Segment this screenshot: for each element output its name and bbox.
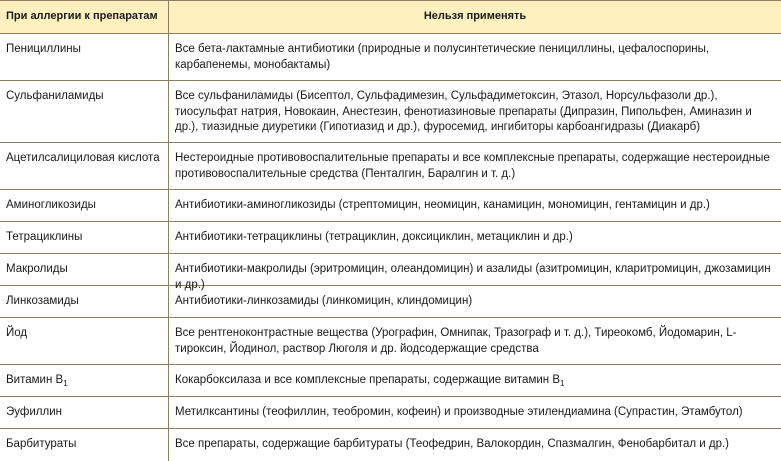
- table-row: [0, 397, 781, 429]
- drug-class: Йод: [0, 318, 169, 364]
- drug-class: Эуфиллин: [0, 397, 169, 428]
- contraindicated: Все сульфаниламиды (Бисептол, Сульфадимезин, Сульфадиметоксин, Этазол, Норсульфазоли др.), тиосульфат натрия, Новокаин, Анестезин, фенотиазиновые препараты (Дипразин, Пипольфен, Аминазин и др.), тиазидные диуретики (Гипотиазид и др.), фуросемид, ингибиторы карбоангидразы (Диакарб): [175, 90, 752, 133]
- table-row: [0, 318, 781, 365]
- table-header: [0, 1, 781, 34]
- contraindicated-text: Кокарбоксилаза и все комплексные препараты, содержащие витамин B: [175, 374, 560, 386]
- drug-class: Ацетилсалициловая кислота: [0, 143, 169, 189]
- drug-class: Сульфаниламиды: [0, 81, 169, 142]
- contraindicated: [169, 365, 781, 392]
- contraindicated: Антибиотики-линкозамиды (линкомицин, клиндомицин): [175, 295, 473, 307]
- subscript: 1: [63, 379, 68, 388]
- drug-class: [0, 365, 169, 396]
- header-allergy: При аллергии к препаратам: [0, 1, 169, 33]
- contraindicated: Нестероидные противовоспалительные препараты и все комплексные препараты, содержащие нестероидные противовоспалительные средства (Пенталгин, Баралгин и т. д.): [175, 152, 770, 180]
- table-row: [0, 81, 781, 143]
- table-row: [0, 286, 781, 318]
- drug-class: Тетрациклины: [0, 222, 169, 253]
- table-row: [0, 429, 781, 461]
- contraindicated: Метилксантины (теофиллин, теобромин, кофеин) и производные этилендиамина (Супрастин, Этамбутол): [175, 406, 743, 418]
- table-row: [0, 34, 781, 81]
- drug-class: Барбитураты: [0, 429, 169, 461]
- contraindicated: Антибиотики-аминогликозиды (стрептомицин, неомицин, канамицин, мономицин, гентамицин и др.): [175, 199, 710, 211]
- contraindicated: Антибиотики-тетрациклины (тетрациклин, доксициклин, метациклин и др.): [175, 231, 573, 243]
- table-row: [0, 190, 781, 222]
- contraindicated: Все рентгеноконтрастные вещества (Урографин, Омнипак, Тразограф и т. д.), Тиреокомб, Йодомарин, L-тироксин, Йодинол, раствор Люголя и др. йодсодержащие средства: [175, 327, 737, 355]
- drug-class: Макролиды: [0, 254, 169, 285]
- drug-class-text: Витамин B: [6, 374, 64, 386]
- contraindicated: Антибиотики-макролиды (эритромицин, олеандомицин) и азалиды (азитромицин, кларитромицин, джозамицин и др.): [175, 263, 771, 291]
- drug-class: Аминогликозиды: [0, 190, 169, 221]
- drug-class: Линкозамиды: [0, 286, 169, 317]
- table-row: [0, 254, 781, 291]
- contraindicated: Все бета-лактамные антибиотики (природные и полусинтетические пенициллины, цефалоспорины, карбапенемы, монобактамы): [175, 43, 710, 71]
- subscript: 1: [560, 379, 565, 388]
- header-forbidden: Нельзя применять: [423, 10, 527, 23]
- contraindicated: Все препараты, содержащие барбитураты (Теофедрин, Валокордин, Спазмалгин, Фенобарбитал и др.): [175, 438, 729, 450]
- table-row: [0, 365, 781, 397]
- table-row: [0, 222, 781, 254]
- table-row: [0, 143, 781, 190]
- drug-class: Пенициллины: [0, 34, 169, 80]
